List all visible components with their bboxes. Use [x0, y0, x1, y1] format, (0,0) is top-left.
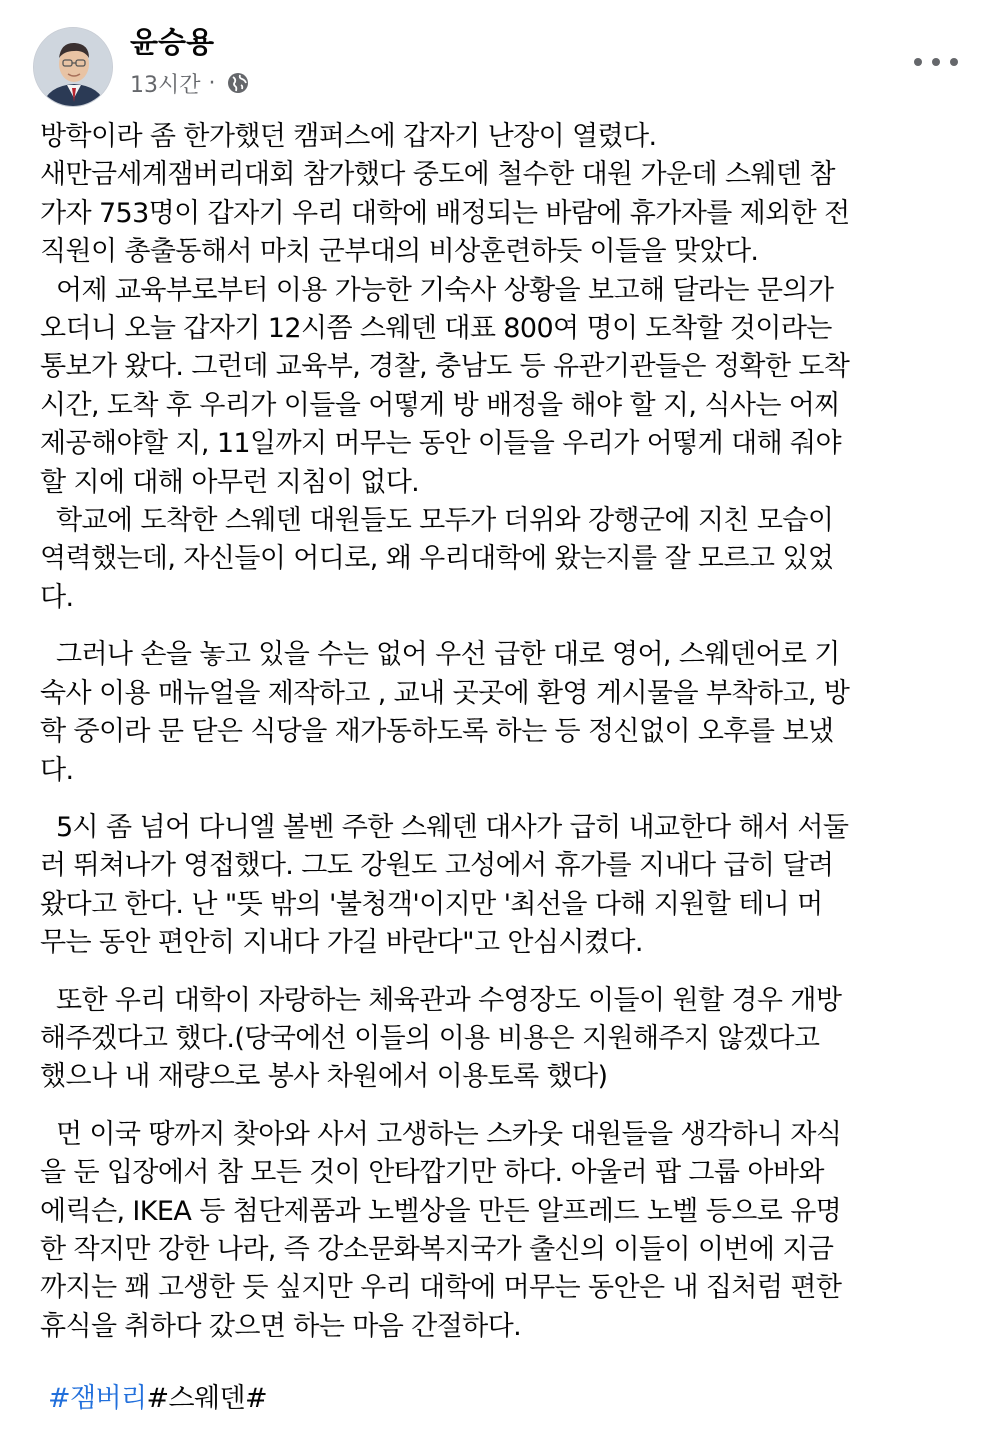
- post-text-line: 가자 753명이 갑자기 우리 대학에 배정되는 바람에 휴가자를 제외한 전: [40, 197, 850, 229]
- post-text-line: 까지는 꽤 고생한 듯 싶지만 우리 대학에 머무는 동안은 내 집처럼 편한: [40, 1272, 842, 1304]
- post-text-line: 다.: [40, 581, 74, 613]
- post-text-line: 또한 우리 대학이 자랑하는 체육관과 수영장도 이들이 원할 경우 개방: [40, 984, 842, 1016]
- avatar[interactable]: [33, 27, 113, 107]
- author-name[interactable]: 윤승용: [130, 25, 215, 59]
- hashtag-row: [48, 1380, 267, 1418]
- post-text-line: 을 둔 입장에서 참 모든 것이 안타깝기만 하다. 아울러 팝 그룹 아바와: [40, 1157, 824, 1189]
- post-text-line: 통보가 왔다. 그런데 교육부, 경찰, 충남도 등 유관기관들은 정확한 도착: [40, 351, 850, 383]
- avatar-portrait-icon: [34, 28, 113, 107]
- paragraph-gap: [40, 963, 975, 982]
- post-timestamp[interactable]: 13시간: [130, 72, 201, 98]
- post-text-line: 왔다고 한다. 난 "뜻 밖의 '불청객'이지만 '최선을 다해 지원할 테니 머: [40, 888, 823, 920]
- post-text-line: 러 뛰쳐나가 영접했다. 그도 강원도 고성에서 휴가를 지내다 급히 달려: [40, 850, 834, 882]
- post-text-line: 직원이 총출동해서 마치 군부대의 비상훈련하듯 이들을 맞았다.: [40, 236, 759, 268]
- hashtag-text: #스웨덴#: [146, 1383, 267, 1414]
- post-text-line: 휴식을 취하다 갔으면 하는 마음 간절하다.: [40, 1310, 522, 1342]
- post-text-line: 숙사 이용 매뉴얼을 제작하고 , 교내 곳곳에 환영 게시물을 부착하고, 방: [40, 677, 850, 709]
- post-text-line: 에릭슨, IKEA 등 첨단제품과 노벨상을 만든 알프레드 노벨 등으로 유명: [40, 1195, 842, 1227]
- post-text-line: 오더니 오늘 갑자기 12시쯤 스웨덴 대표 800여 명이 도착할 것이라는: [40, 313, 832, 345]
- paragraph-gap: [40, 617, 975, 636]
- post-text-line: 그러나 손을 놓고 있을 수는 없어 우선 급한 대로 영어, 스웨덴어로 기: [40, 639, 840, 671]
- meta-separator: ·: [208, 70, 216, 96]
- post-text-line: 했으나 내 재량으로 봉사 차원에서 이용토록 했다): [40, 1061, 608, 1093]
- post-text-line: 제공해야할 지, 11일까지 머무는 동안 이들을 우리가 어떻게 대해 줘야: [40, 428, 841, 460]
- post-text-line: 새만금세계잼버리대회 참가했다 중도에 철수한 대원 가운데 스웨덴 참: [40, 159, 835, 191]
- post-text-line: 한 작지만 강한 나라, 즉 강소문화복지국가 출신의 이들이 이번에 지금: [40, 1233, 834, 1265]
- post-text-line: 해주겠다고 했다.(당국에선 이들의 이용 비용은 지원해주지 않겠다고: [40, 1022, 820, 1054]
- post-text-line: 5시 좀 넘어 다니엘 볼벤 주한 스웨덴 대사가 급히 내교한다 해서 서둘: [40, 811, 849, 843]
- post-text-line: 할 지에 대해 아무런 지침이 없다.: [40, 466, 420, 498]
- post-text-line: 무는 동안 편안히 지내다 가길 바란다"고 안심시켰다.: [40, 927, 643, 959]
- post-meta: [130, 67, 250, 99]
- post-text-line: 역력했는데, 자신들이 어디로, 왜 우리대학에 왔는지를 잘 모르고 있었: [40, 543, 834, 575]
- post-header: [0, 0, 1000, 110]
- more-dot: [932, 58, 940, 66]
- post-text-line: 학 중이라 문 닫은 식당을 재가동하도록 하는 등 정신없이 오후를 보냈: [40, 716, 834, 748]
- paragraph-gap: [40, 790, 975, 809]
- paragraph-gap: [40, 1097, 975, 1116]
- more-dot: [950, 58, 958, 66]
- globe-icon[interactable]: [226, 71, 250, 95]
- post-text-line: 다.: [40, 754, 74, 786]
- post-text-line: 어제 교육부로부터 이용 가능한 기숙사 상황을 보고해 달라는 문의가: [40, 274, 834, 306]
- hashtag-jamboree-link[interactable]: #잼버리: [48, 1383, 147, 1414]
- more-options-icon[interactable]: [914, 50, 958, 74]
- post-text-line: 시간, 도착 후 우리가 이들을 어떻게 방 배정을 해야 할 지, 식사는 어찌: [40, 389, 840, 421]
- post-text: [40, 118, 975, 1346]
- post-text-line: 먼 이국 땅까지 찾아와 사서 고생하는 스카웃 대원들을 생각하니 자식: [40, 1118, 842, 1150]
- post-text-line: 학교에 도착한 스웨덴 대원들도 모두가 더위와 강행군에 지친 모습이: [40, 505, 834, 537]
- more-dot: [914, 58, 922, 66]
- post-text-line: 방학이라 좀 한가했던 캠퍼스에 갑자기 난장이 열렸다.: [40, 121, 657, 152]
